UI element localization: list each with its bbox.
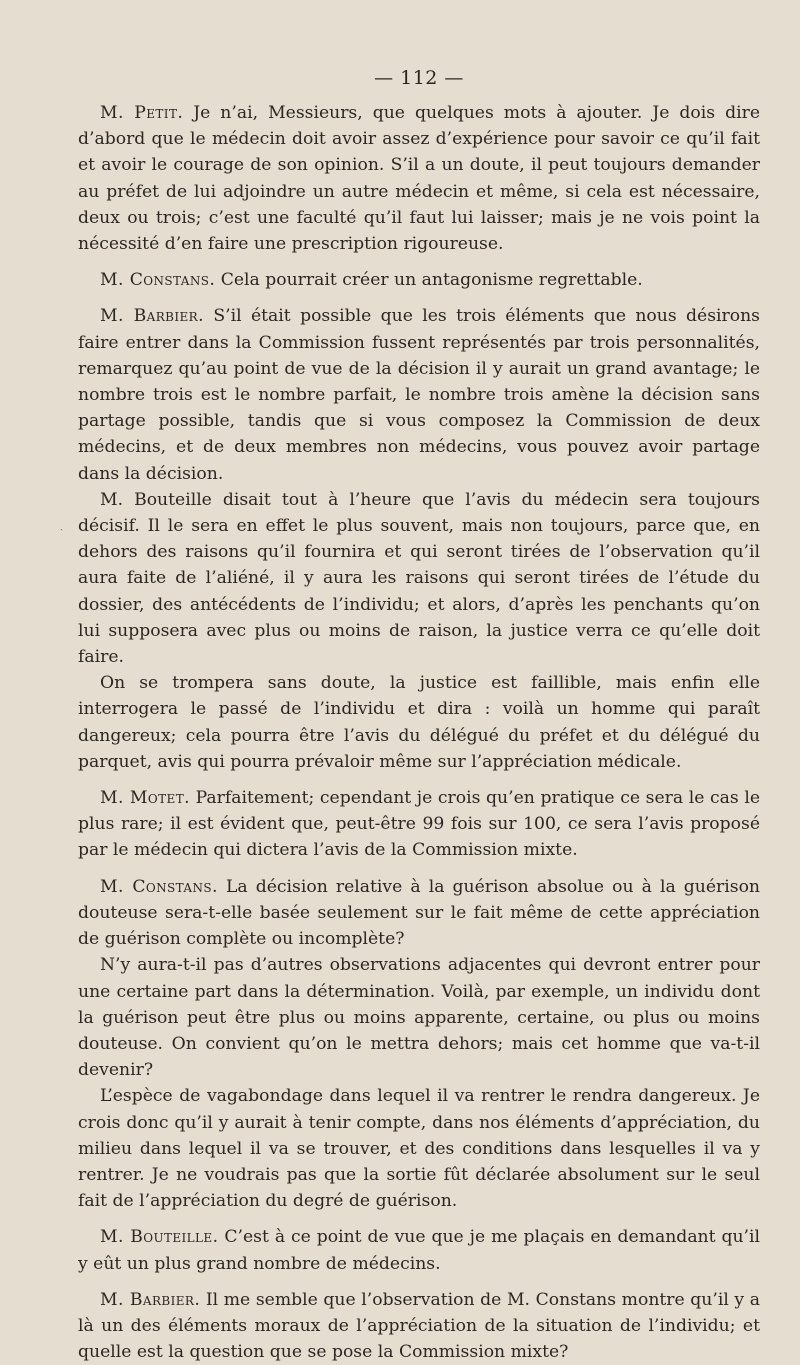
speaker-name: M. Bouteille.	[100, 1227, 219, 1248]
paragraph-barbier	[78, 303, 760, 486]
paragraph-motet	[78, 785, 760, 864]
paragraph-constans	[78, 267, 760, 293]
paragraph-constans	[78, 874, 760, 953]
speaker-name: M. Barbier.	[100, 306, 204, 327]
speaker-name: M. Barbier.	[100, 1289, 201, 1310]
paragraph-bouteille	[78, 1224, 760, 1276]
paragraph-text: M. Bouteille disait tout à l’heure que l’avis du médecin sera toujours décisif. Il le sera en effet le plus souvent, mais non toujours, parce que, en dehors des raisons qu’il fournira et qui seront tirées de l’observation qu’il aura faite de l’aliéné, il y aura les raisons qui seront tirées de l’étude du dossier, des antécédents de l’individu; et alors, d’après les penchants qu’on lui supposera avec plus ou moins de raison, la justice verra ce qu’elle doit faire.	[78, 489, 760, 668]
paragraph-petit	[78, 100, 760, 257]
paragraph-text: La décision relative à la guérison absolue ou à la guérison douteuse sera-t-elle basée seulement sur le fait même de cette appréciation de guérison complète ou incomplète?	[78, 876, 760, 950]
paragraph-continuation	[78, 487, 760, 670]
paragraph-text: N’y aura-t-il pas d’autres observations adjacentes qui devront entrer pour une certaine part dans la détermination. Voilà, par exemple, un individu dont la guérison peut être plus ou moins apparente, certaine, ou plus ou moins douteuse. On convient qu’on le mettra dehors; mais cet homme que va-t-il devenir?	[78, 955, 760, 1081]
margin-mark: ˏ	[60, 520, 64, 531]
paragraph-text: Cela pourrait créer un antagonisme regrettable.	[215, 270, 643, 291]
paragraph-text: Je n’ai, Messieurs, que quelques mots à ajouter. Je dois dire d’abord que le médecin doit avoir assez d’expérience pour savoir ce qu’il fait et avoir le courage de son opinion. S’il a un doute, il peut toujours demander au préfet de lui adjoindre un autre médecin et même, si cela est nécessaire, deux ou trois; c’est une faculté qu’il faut lui laisser; mais je ne vois point la nécessité d’en faire une prescription rigoureuse.	[78, 103, 760, 255]
paragraph-continuation	[78, 952, 760, 1083]
speaker-name: M. Petit.	[100, 103, 184, 123]
speaker-name: M. Constans.	[100, 876, 218, 897]
speaker-name: M. Motet.	[100, 788, 190, 809]
paragraph-text: C’est à ce point de vue que je me plaçais en demandant qu’il y eût un plus grand nombre de médecins.	[78, 1227, 760, 1274]
paragraph-barbier	[78, 1287, 760, 1365]
paragraph-continuation	[78, 670, 760, 775]
paragraph-text: L’espèce de vagabondage dans lequel il va rentrer le rendra dangereux. Je crois donc qu’il y aurait à tenir compte, dans nos éléments d’appréciation, du milieu dans lequel il va se trouver, et des conditions dans lesquelles il va y rentrer. Je ne voudrais pas que la sortie fût déclarée absolument sur le seul fait de l’appréciation du degré de guérison.	[78, 1086, 760, 1212]
paragraph-text: Parfaitement; cependant je crois qu’en pratique ce sera le cas le plus rare; il est évident que, peut-être 99 fois sur 100, ce sera l’avis proposé par le médecin qui dictera l’avis de la Commission mixte.	[78, 788, 760, 861]
paragraph-text: Il me semble que l’observation de M. Constans montre qu’il y a là un des éléments moraux de l’appréciation de la situation de l’individu; et quelle est la question que se pose la Commission mixte?	[78, 1289, 761, 1363]
page-number: — 112 —	[374, 67, 464, 89]
speaker-name: M. Constans.	[100, 270, 216, 291]
paragraph-text: S’il était possible que les trois éléments que nous désirons faire entrer dans la Commission fussent représentés par trois personnalités, remarquez qu’au point de vue de la décision il y aurait un grand avantage; le nombre trois est le nombre parfait, le nombre trois amène la décision sans partage possible, tandis que si vous composez la Commission de deux médecins, et de deux membres non médecins, vous pouvez avoir partage dans la décision.	[78, 306, 760, 484]
paragraph-continuation	[78, 1083, 760, 1214]
paragraph-text: On se trompera sans doute, la justice est faillible, mais enfin elle interrogera le passé de l’individu et dira : voilà un homme qui paraît dangereux; cela pourra être l’avis du délégué du préfet et du délégué du parquet, avis qui pourra prévaloir même sur l’appréciation médicale.	[78, 673, 760, 772]
